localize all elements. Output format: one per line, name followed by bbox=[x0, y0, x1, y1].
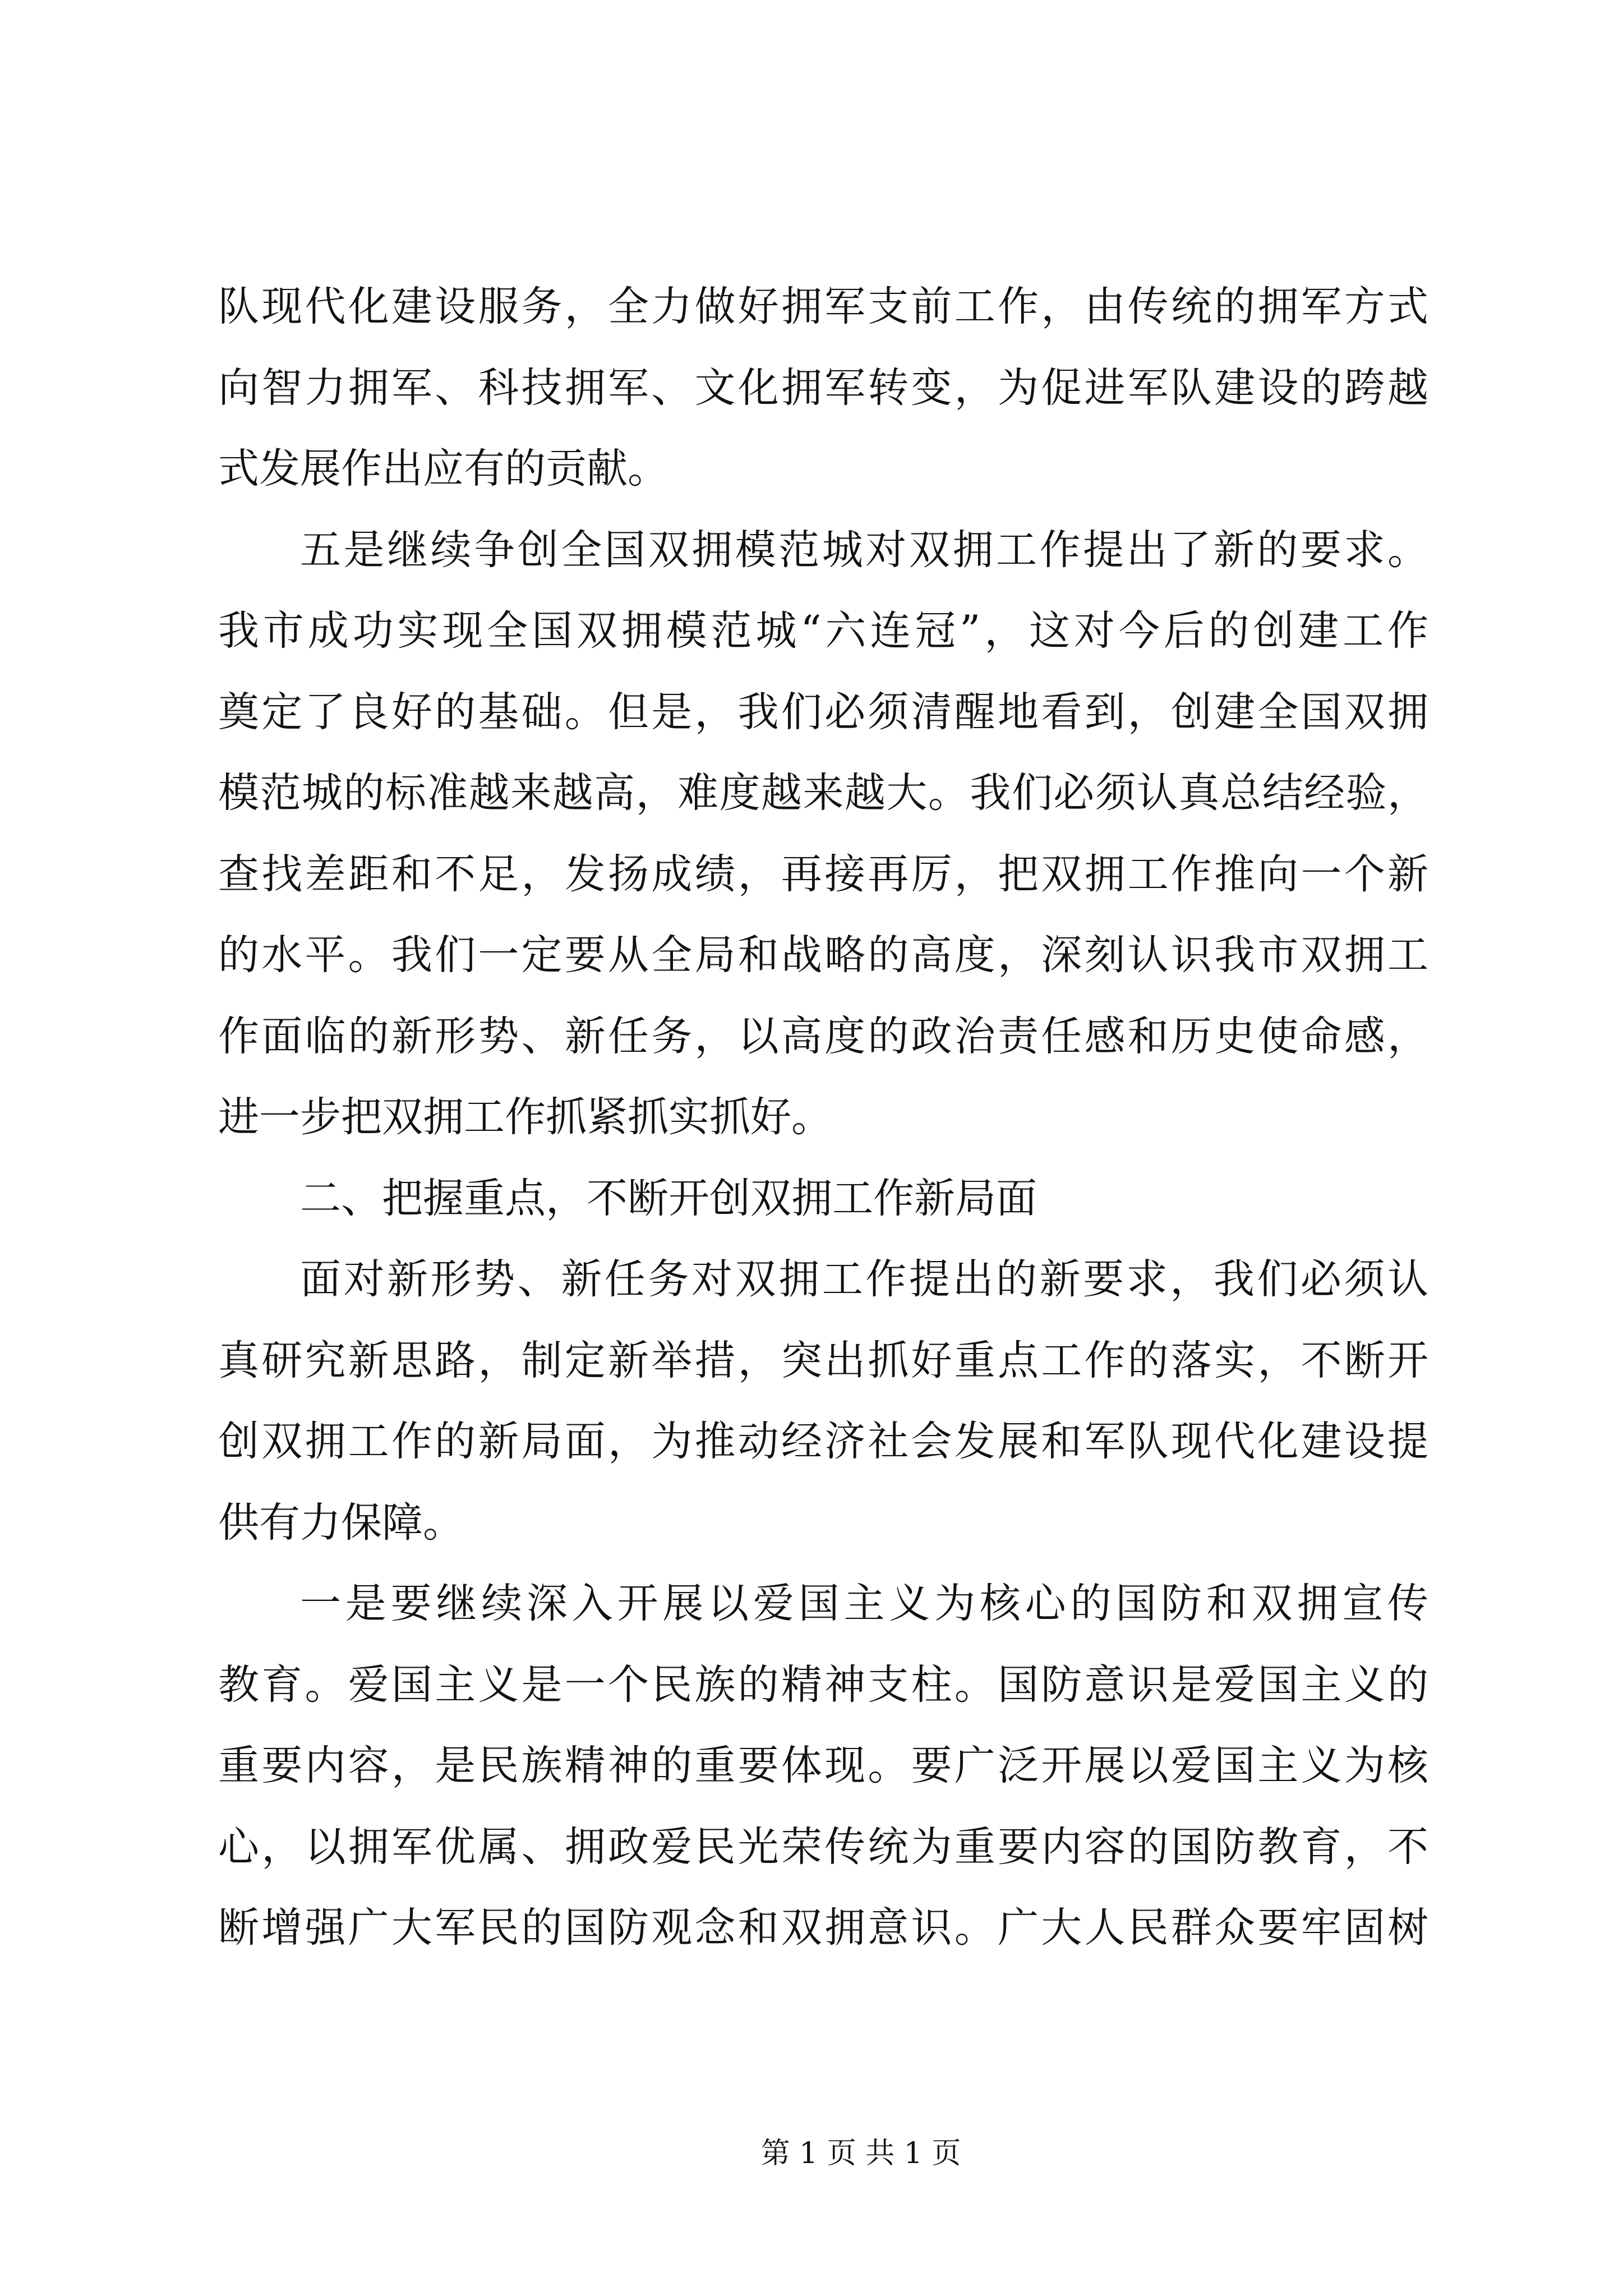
text-line: 创双拥工作的新局面，为推动经济社会发展和军队现代化建设提 bbox=[218, 1418, 1428, 1465]
text-line: 重要内容，是民族精神的重要体现。要广泛开展以爱国主义为核 bbox=[218, 1742, 1428, 1789]
paragraph-first-line: 面对新形势、新任务对双拥工作提出的新要求，我们必须认 bbox=[300, 1255, 1428, 1303]
page-footer: 第 1 页 共 1 页 bbox=[760, 2137, 961, 2170]
text-line: 作面临的新形势、新任务，以高度的政治责任感和历史使命感， bbox=[218, 1012, 1428, 1060]
paragraph-first-line: 五是继续争创全国双拥模范城对双拥工作提出了新的要求。 bbox=[300, 526, 1428, 574]
text-line: 查找差距和不足，发扬成绩，再接再厉，把双拥工作推向一个新 bbox=[218, 850, 1428, 898]
text-line: 我市成功实现全国双拥模范城“六连冠”，这对今后的创建工作 bbox=[218, 607, 1428, 655]
text-line: 断增强广大军民的国防观念和双拥意识。广大人民群众要牢固树 bbox=[218, 1904, 1428, 1952]
text-line: 进一步把双拥工作抓紧抓实抓好。 bbox=[218, 1093, 832, 1141]
text-line: 队现代化建设服务，全力做好拥军支前工作，由传统的拥军方式 bbox=[218, 283, 1428, 330]
text-line: 的水平。我们一定要从全局和战略的高度，深刻认识我市双拥工 bbox=[218, 931, 1428, 979]
text-line: 教育。爱国主义是一个民族的精神支柱。国防意识是爱国主义的 bbox=[218, 1660, 1428, 1709]
section-heading: 二、把握重点，不断开创双拥工作新局面 bbox=[300, 1174, 1037, 1222]
text-line: 向智力拥军、科技拥军、文化拥军转变，为促进军队建设的跨越 bbox=[218, 364, 1428, 412]
body-text bbox=[218, 266, 1428, 1969]
text-line: 奠定了良好的基础。但是，我们必须清醒地看到，创建全国双拥 bbox=[218, 688, 1428, 736]
text-line: 式发展作出应有的贡献。 bbox=[218, 445, 668, 493]
paragraph-first-line: 一是要继续深入开展以爱国主义为核心的国防和双拥宣传 bbox=[300, 1580, 1428, 1627]
text-line: 供有力保障。 bbox=[218, 1498, 464, 1547]
text-line: 心，以拥军优属、拥政爱民光荣传统为重要内容的国防教育，不 bbox=[218, 1823, 1428, 1871]
text-line: 模范城的标准越来越高，难度越来越大。我们必须认真总结经验， bbox=[218, 769, 1428, 817]
text-line: 真研究新思路，制定新举措，突出抓好重点工作的落实，不断开 bbox=[218, 1336, 1428, 1384]
